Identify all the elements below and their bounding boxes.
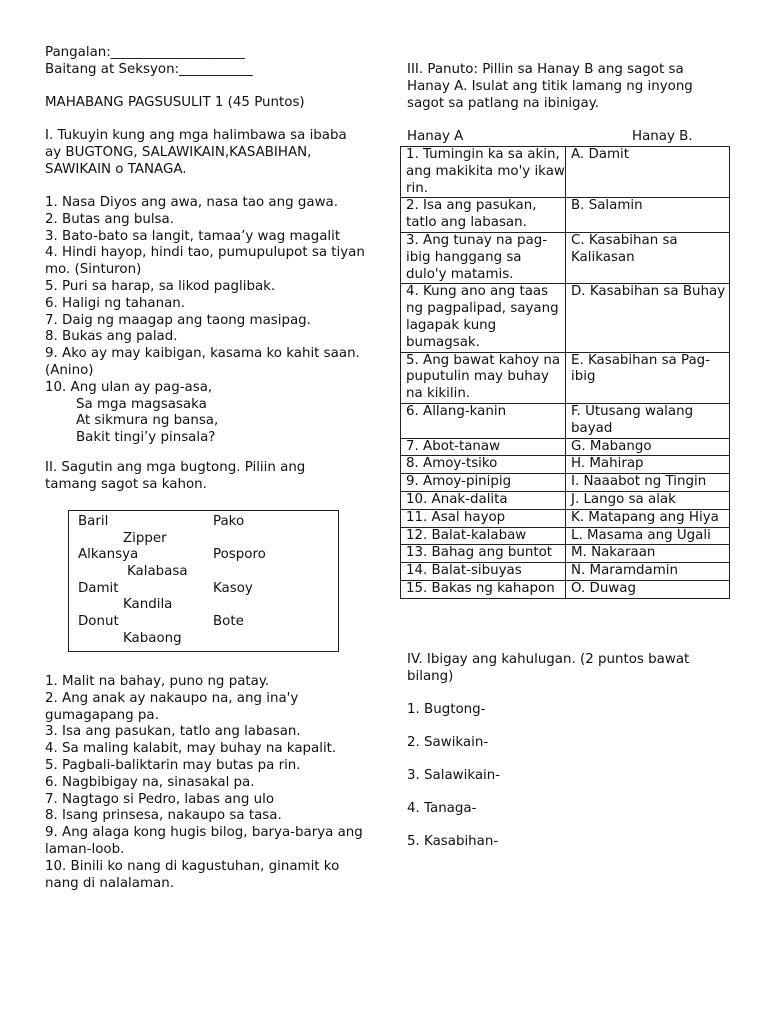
hanay-a-cell: 9. Amoy-pinipig xyxy=(401,474,566,492)
definition-item: 2. Sawikain- xyxy=(407,735,489,750)
table-row xyxy=(401,580,730,598)
hanay-b-cell: B. Salamin xyxy=(566,198,730,233)
hanay-a-cell: 11. Asal hayop xyxy=(401,509,566,527)
table-row xyxy=(401,438,730,456)
hanay-b-cell: O. Duwag xyxy=(566,580,730,598)
hanay-a-cell: 3. Ang tunay na pag-ibig hanggang sa dulo'y matamis. xyxy=(401,232,566,283)
table-row xyxy=(401,147,730,198)
list-item: 8. Bukas ang palad. xyxy=(45,329,178,345)
list-item: 7. Nagtago si Pedro, labas ang ulo xyxy=(45,791,275,807)
definition-item: 1. Bugtong- xyxy=(407,702,486,717)
list-item: 4. Sa maling kalabit, may buhay na kapalit. xyxy=(45,741,337,757)
hanay-b-cell: D. Kasabihan sa Buhay xyxy=(566,284,730,352)
word-box-item: Posporo xyxy=(213,547,266,562)
word-box-item: Kabaong xyxy=(123,631,182,646)
part2-list xyxy=(45,674,365,892)
list-item: 10. Binili ko nang di kagustuhan, ginamit ko nang di nalalaman. xyxy=(45,858,340,891)
list-item: 4. Hindi hayop, hindi tao, pumupulupot sa tiyan mo. (Sinturon) xyxy=(45,245,365,278)
hanay-b-cell: N. Maramdamin xyxy=(566,563,730,581)
hanay-a-cell: 12. Balat-kalabaw xyxy=(401,527,566,545)
hanay-b-cell: C. Kasabihan sa Kalikasan xyxy=(566,232,730,283)
hanay-a-cell: 1. Tumingin ka sa akin, ang makikita mo'y ikaw rin. xyxy=(401,147,566,198)
word-box-item: Pako xyxy=(213,514,245,529)
part1-list xyxy=(45,195,365,447)
hanay-a-cell: 6. Allang-kanin xyxy=(401,403,566,438)
list-item: 5. Puri sa harap, sa likod paglibak. xyxy=(45,278,276,294)
word-box-item: Kandila xyxy=(123,597,173,612)
column-a-header: Hanay A xyxy=(407,129,464,144)
hanay-a-cell: 15. Bakas ng kahapon xyxy=(401,580,566,598)
list-item: 10. Ang ulan ay pag-asa, xyxy=(45,379,213,395)
part2-instruction: II. Sagutin ang mga bugtong. Piliin ang tamang sagot sa kahon. xyxy=(45,460,306,492)
word-box-item: Alkansya xyxy=(78,547,139,562)
page-title: MAHABANG PAGSUSULIT 1 (45 Puntos) xyxy=(45,95,305,110)
word-box-item: Damit xyxy=(78,581,119,596)
hanay-b-cell: F. Utusang walang bayad xyxy=(566,403,730,438)
list-item: 9. Ako ay may kaibigan, kasama ko kahit saan. (Anino) xyxy=(45,346,360,378)
word-box-item: Zipper xyxy=(123,531,167,546)
poem-line: At sikmura ng bansa, xyxy=(76,413,219,429)
hanay-b-cell: A. Damit xyxy=(566,147,730,198)
hanay-a-cell: 5. Ang bawat kahoy na puputulin may buhay na kikilin. xyxy=(401,352,566,403)
list-item: 5. Pagbali-baliktarin may butas pa rin. xyxy=(45,757,301,773)
word-box-item: Bote xyxy=(213,614,244,629)
table-row xyxy=(401,284,730,352)
name-line: Pangalan:____________________ xyxy=(45,45,245,60)
part1-instruction: I. Tukuyin kung ang mga halimbawa sa ibaba ay BUGTONG, SALAWIKAIN,KASABIHAN, SAWIKAIN o TANAGA. xyxy=(45,128,347,177)
hanay-a-cell: 4. Kung ano ang taas ng pagpalipad, sayang lagapak kung bumagsak. xyxy=(401,284,566,352)
list-item: 9. Ang alaga kong hugis bilog, barya-barya ang laman-loob. xyxy=(45,825,363,857)
word-box-item: Donut xyxy=(78,614,119,629)
table-row xyxy=(401,527,730,545)
table-row xyxy=(401,509,730,527)
section-line: Baitang at Seksyon:___________ xyxy=(45,62,253,77)
poem-line: Bakit tingi’y pinsala? xyxy=(76,430,216,446)
word-box xyxy=(68,510,339,652)
poem-line: Sa mga magsasaka xyxy=(76,396,207,412)
word-box-item: Baril xyxy=(78,514,109,529)
hanay-b-cell: K. Matapang ang Hiya xyxy=(566,509,730,527)
table-row xyxy=(401,352,730,403)
part4-instruction: IV. Ibigay ang kahulugan. (2 puntos bawat bilang) xyxy=(407,652,690,684)
column-b-header: Hanay B. xyxy=(632,129,693,144)
hanay-a-cell: 2. Isa ang pasukan, tatlo ang labasan. xyxy=(401,198,566,233)
hanay-a-cell: 8. Amoy-tsiko xyxy=(401,456,566,474)
table-row xyxy=(401,563,730,581)
matching-table xyxy=(400,146,730,599)
list-item: 3. Bato-bato sa langit, tamaa’y wag magalit xyxy=(45,228,341,244)
table-row xyxy=(401,545,730,563)
list-item: 2. Ang anak ay nakaupo na, ang ina'y gumagapang pa. xyxy=(45,690,299,723)
hanay-b-cell: I. Naaabot ng Tingin xyxy=(566,474,730,492)
list-item: 6. Nagbibigay na, sinasakal pa. xyxy=(45,774,255,790)
hanay-b-cell: E. Kasabihan sa Pag-ibig xyxy=(566,352,730,403)
list-item: 3. Isa ang pasukan, tatlo ang labasan. xyxy=(45,724,301,740)
hanay-b-cell: H. Mahirap xyxy=(566,456,730,474)
hanay-b-cell: J. Lango sa alak xyxy=(566,491,730,509)
table-row xyxy=(401,491,730,509)
hanay-a-cell: 7. Abot-tanaw xyxy=(401,438,566,456)
hanay-a-cell: 14. Balat-sibuyas xyxy=(401,563,566,581)
list-item: 2. Butas ang bulsa. xyxy=(45,211,174,227)
definition-item: 5. Kasabihan- xyxy=(407,834,499,849)
list-item: 8. Isang prinsesa, nakaupo sa tasa. xyxy=(45,808,282,824)
table-row xyxy=(401,403,730,438)
hanay-a-cell: 10. Anak-dalita xyxy=(401,491,566,509)
table-row xyxy=(401,456,730,474)
word-box-item: Kasoy xyxy=(213,581,253,596)
list-item: 7. Daig ng maagap ang taong masipag. xyxy=(45,312,311,328)
definition-item: 4. Tanaga- xyxy=(407,801,477,816)
hanay-b-cell: G. Mabango xyxy=(566,438,730,456)
hanay-a-cell: 13. Bahag ang buntot xyxy=(401,545,566,563)
list-item: 1. Malit na bahay, puno ng patay. xyxy=(45,674,270,689)
table-row xyxy=(401,474,730,492)
list-item: 6. Haligi ng tahanan. xyxy=(45,295,186,311)
word-box-item: Kalabasa xyxy=(127,564,188,579)
hanay-b-cell: L. Masama ang Ugali xyxy=(566,527,730,545)
part3-instruction: III. Panuto: Pillin sa Hanay B ang sagot sa Hanay A. Isulat ang titik lamang ng inyong sagot sa patlang na ibinigay. xyxy=(407,62,693,111)
table-row xyxy=(401,198,730,233)
hanay-b-cell: M. Nakaraan xyxy=(566,545,730,563)
definition-item: 3. Salawikain- xyxy=(407,768,501,783)
list-item: 1. Nasa Diyos ang awa, nasa tao ang gawa. xyxy=(45,195,339,210)
table-row xyxy=(401,232,730,283)
